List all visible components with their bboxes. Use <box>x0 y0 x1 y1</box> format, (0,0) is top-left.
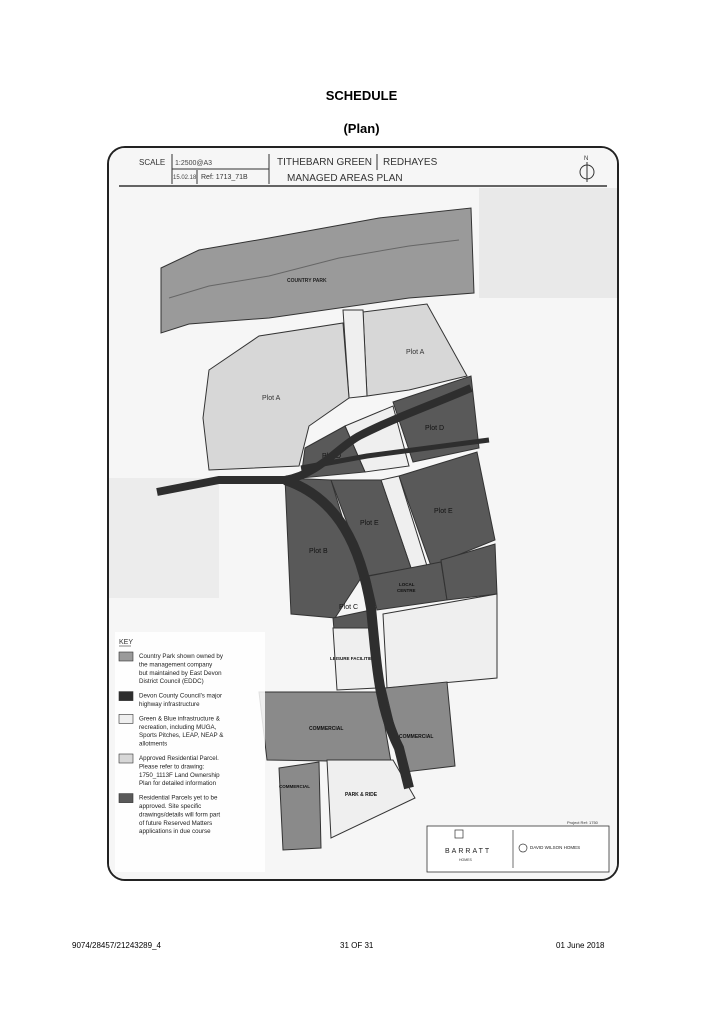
key-item-4-line-1: Approved Residential Parcel. <box>139 755 219 762</box>
label-plot-e-west: Plot E <box>360 520 379 527</box>
key-item-3-line-2: recreation, including MUGA, <box>139 723 217 731</box>
logo-panel <box>427 820 609 872</box>
label-commercial-sw: COMMERCIAL <box>279 784 310 789</box>
project-name: TITHEBARN GREEN <box>277 157 373 168</box>
key-item-4-line-2: Please refer to drawing: <box>139 763 205 771</box>
offsite-area <box>479 188 617 298</box>
scale-value: 1:2500@A3 <box>175 160 213 167</box>
label-park-ride: PARK & RIDE <box>345 792 378 798</box>
label-plot-a-west: Plot A <box>262 395 281 402</box>
key-item-2-line-1: Devon County Council's major <box>139 692 223 700</box>
key-item-3-line-1: Green & Blue infrastructure & <box>139 715 220 723</box>
map-key <box>115 632 265 872</box>
label-plot-b: Plot B <box>309 548 328 555</box>
key-item-4-line-3: 1750_1113F Land Ownership <box>139 771 220 779</box>
key-item-1-line-4: District Council (EDDC) <box>139 678 204 686</box>
key-item-5-line-3: drawings/details will form part <box>139 811 221 819</box>
label-commercial-west: COMMERCIAL <box>309 726 344 732</box>
offsite-area-west <box>109 478 219 598</box>
key-item-3-line-4: allotments <box>139 740 168 748</box>
key-item-4-line-4: Plan for detailed information <box>139 780 217 788</box>
project-ref: Project Ref: 1750 <box>567 820 598 825</box>
key-item-5-line-1: Residential Parcels yet to be <box>139 794 218 802</box>
label-plot-e-east: Plot E <box>434 508 453 515</box>
key-swatch-5 <box>119 794 133 803</box>
scale-label: SCALE <box>139 158 166 167</box>
managed-areas-plan <box>107 146 619 881</box>
dwh-logo-text: DAVID WILSON HOMES <box>530 845 581 850</box>
key-item-1-line-3: but maintained by East Devon <box>139 669 222 677</box>
label-plot-d-west: Plot D <box>322 453 342 460</box>
svg-text:N: N <box>584 156 589 162</box>
schedule-heading: SCHEDULE <box>325 88 398 103</box>
label-country-park: COUNTRY PARK <box>287 278 327 284</box>
key-swatch-2 <box>119 692 133 701</box>
key-item-2-line-2: highway infrastructure <box>139 701 200 708</box>
label-leisure: LEISURE FACILITIES <box>330 656 376 661</box>
label-local-centre-2: CENTRE <box>397 588 416 593</box>
plan-ref: Ref: 1713_71B <box>201 174 248 181</box>
key-item-5-line-2: approved. Site specific <box>139 803 202 810</box>
plan-subheading: (Plan) <box>343 121 380 136</box>
barratt-logo-text: BARRATT <box>445 848 492 855</box>
commercial-southwest <box>279 762 321 850</box>
footer-date: 01 June 2018 <box>556 941 605 950</box>
key-item-1-line-1: Country Park shown owned by <box>139 653 223 660</box>
plan-date: 15.02.18 <box>173 175 197 181</box>
label-plot-a-north: Plot A <box>406 349 425 356</box>
label-plot-d-east: Plot D <box>425 425 445 432</box>
key-swatch-4 <box>119 754 133 763</box>
key-title: KEY <box>119 639 134 646</box>
label-commercial-east: COMMERCIAL <box>399 734 434 740</box>
footer-doc-ref: 9074/28457/21243289_4 <box>72 941 161 950</box>
key-swatch-3 <box>119 714 133 723</box>
plan-map <box>109 148 617 879</box>
key-swatch-1 <box>119 652 133 661</box>
footer-page-number: 31 OF 31 <box>340 941 374 950</box>
barratt-logo-sub: HOMES <box>459 858 472 862</box>
label-local-centre-1: LOCAL <box>399 582 415 587</box>
plan-title: MANAGED AREAS PLAN <box>287 173 403 184</box>
label-plot-c: Plot C <box>339 604 359 611</box>
key-item-3-line-3: Sports Pitches, LEAP, NEAP & <box>139 732 224 740</box>
key-item-1-line-2: the management company <box>139 661 213 669</box>
project-location: REDHAYES <box>383 157 438 168</box>
key-item-5-line-4: of future Reserved Matters <box>139 819 213 827</box>
key-item-5-line-5: applications in due course <box>139 828 211 836</box>
